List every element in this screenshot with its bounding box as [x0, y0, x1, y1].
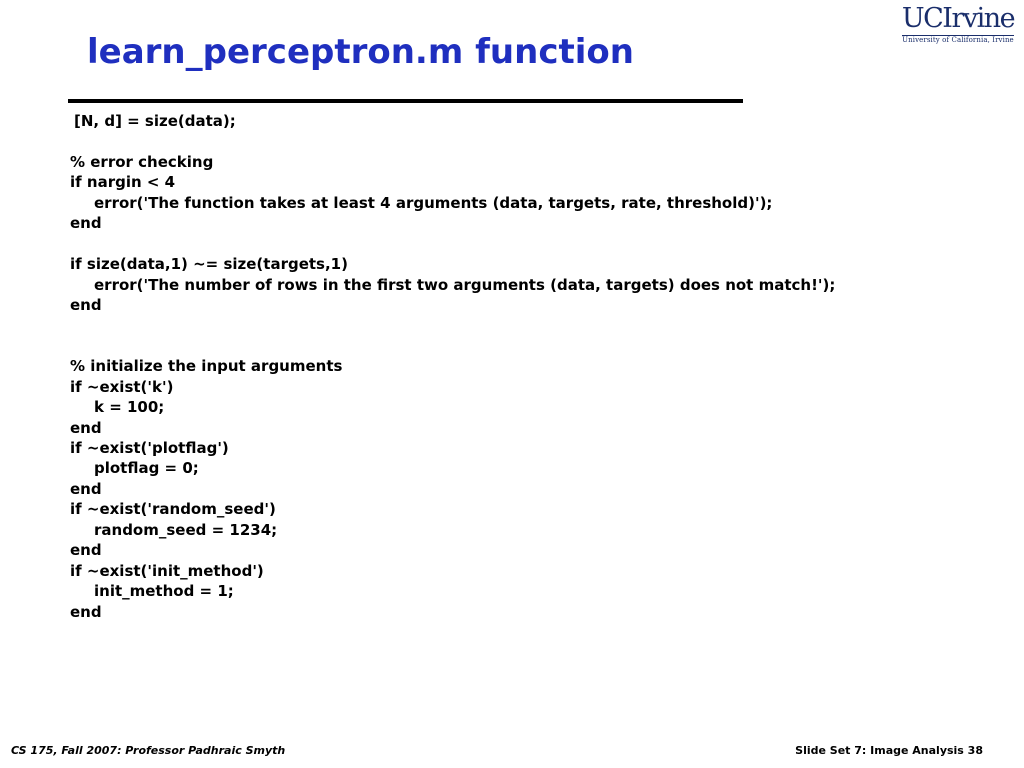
- slide-title: learn_perceptron.m function: [87, 32, 634, 72]
- code-line: if ~exist('init_method'): [70, 561, 264, 580]
- code-line: if ~exist('plotflag'): [70, 439, 229, 457]
- code-blank-line: [70, 336, 835, 356]
- code-line: if size(data,1) ~= size(targets,1): [70, 255, 348, 274]
- code-blank-line: [70, 234, 835, 254]
- code-line: end: [70, 541, 102, 560]
- code-line: % error checking: [70, 152, 214, 171]
- code-line: random_seed = 1234;: [94, 520, 278, 539]
- code-line: [N, d] = size(data);: [74, 112, 236, 130]
- code-line: error('The function takes at least 4 arguments (data, targets, rate, threshold)');: [94, 193, 773, 212]
- logo-wordmark: UCIrvine: [901, 3, 1015, 34]
- logo-subtitle: University of California, Irvine: [902, 36, 1014, 44]
- code-line: % initialize the input arguments: [70, 357, 343, 376]
- code-blank-line: [70, 131, 835, 151]
- code-line: end: [70, 602, 102, 621]
- code-line: end: [70, 418, 102, 437]
- code-line: if ~exist('k'): [70, 377, 174, 396]
- code-line: if ~exist('random_seed'): [70, 500, 276, 519]
- code-line: end: [70, 479, 102, 498]
- code-line: end: [70, 295, 102, 314]
- code-line: if nargin < 4: [70, 173, 176, 192]
- code-line: plotflag = 0;: [94, 459, 199, 478]
- code-blank-line: [70, 315, 835, 335]
- footer-slide-number: Slide Set 7: Image Analysis 38: [795, 744, 983, 757]
- footer-course: CS 175, Fall 2007: Professor Padhraic Smyth: [11, 744, 286, 757]
- title-underline: [68, 99, 743, 103]
- code-line: init_method = 1;: [94, 582, 234, 601]
- code-line: error('The number of rows in the first two arguments (data, targets) does not match!');: [94, 275, 836, 294]
- uc-irvine-logo: [900, 4, 1016, 48]
- code-line: end: [70, 214, 102, 233]
- code-line: k = 100;: [94, 398, 165, 417]
- code-listing: [70, 111, 835, 622]
